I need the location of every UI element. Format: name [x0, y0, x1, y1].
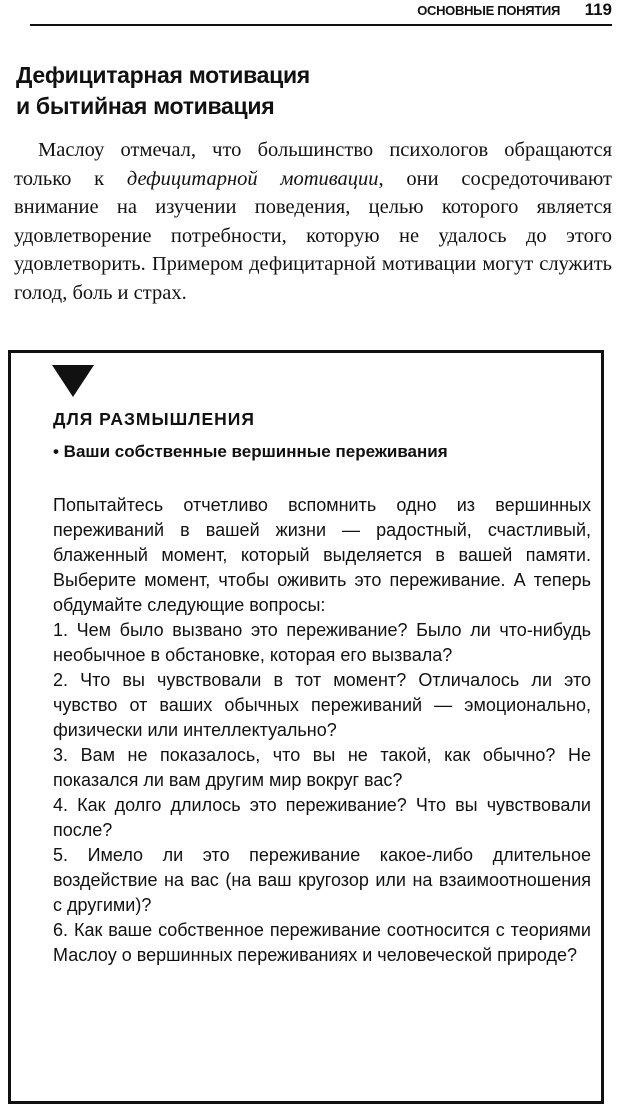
- running-header: [30, 0, 612, 26]
- reflection-box: [8, 350, 604, 1104]
- section-heading-line-2: и бытийная мотивация: [16, 93, 275, 119]
- section-heading-line-1: Дефицитарная мотивация: [16, 62, 310, 88]
- paragraph-text-start: Маслоу отмечал, что большинство психологов обращаются только к: [14, 139, 612, 190]
- reflection-intro: Попытайтесь отчетливо вспомнить одно из вершинных переживаний в вашей жизни — радостный, счастливый, блаженный момент, который выделяется в вашей памяти. Выберите момент, чтобы оживить это переживание. А теперь обдумайте следующие вопросы:: [53, 495, 591, 615]
- body-paragraph: [14, 136, 612, 308]
- reflection-question-4: 4. Как долго длилось это переживание? Что вы чувствовали после?: [53, 795, 591, 840]
- reflection-question-1: 1. Чем было вызвано это переживание? Было ли что-нибудь необычное в обстановке, которая его вызвала?: [53, 620, 591, 665]
- running-title: ОСНОВНЫЕ ПОНЯТИЯ: [417, 3, 560, 18]
- reflection-box-title: ДЛЯ РАЗМЫШЛЕНИЯ: [53, 409, 255, 429]
- reflection-box-body: [53, 493, 591, 968]
- reflection-question-5: 5. Имело ли это переживание какое-либо длительное воздействие на вас (на ваш кругозор или на взаимоотношения с другими)?: [53, 845, 591, 915]
- page-number: 119: [584, 0, 612, 19]
- section-heading: [16, 60, 576, 122]
- reflection-question-6: 6. Как ваше собственное переживание соотносится с теориями Маслоу о вершинных переживаниях и человеческой природе?: [53, 920, 591, 965]
- paragraph-text-end: , они сосредоточивают внимание на изучении поведения, целью которого является удовлетворение потребности, которую не удалось до этого удовлетворить. Примером дефицитарной мотивации могут служить голод, боль и страх.: [14, 167, 612, 304]
- reflection-question-2: 2. Что вы чувствовали в тот момент? Отличалось ли это чувство от ваших обычных переживаний — эмоционально, физически или интеллектуально?: [53, 670, 591, 740]
- emphasized-term: дефицитарной мотивации: [126, 167, 379, 190]
- down-triangle-icon: [52, 365, 94, 397]
- reflection-question-3: 3. Вам не показалось, что вы не такой, как обычно? Не показался ли вам другим мир вокруг вас?: [53, 745, 591, 790]
- reflection-box-subtitle: • Ваши собственные вершинные переживания: [53, 442, 448, 461]
